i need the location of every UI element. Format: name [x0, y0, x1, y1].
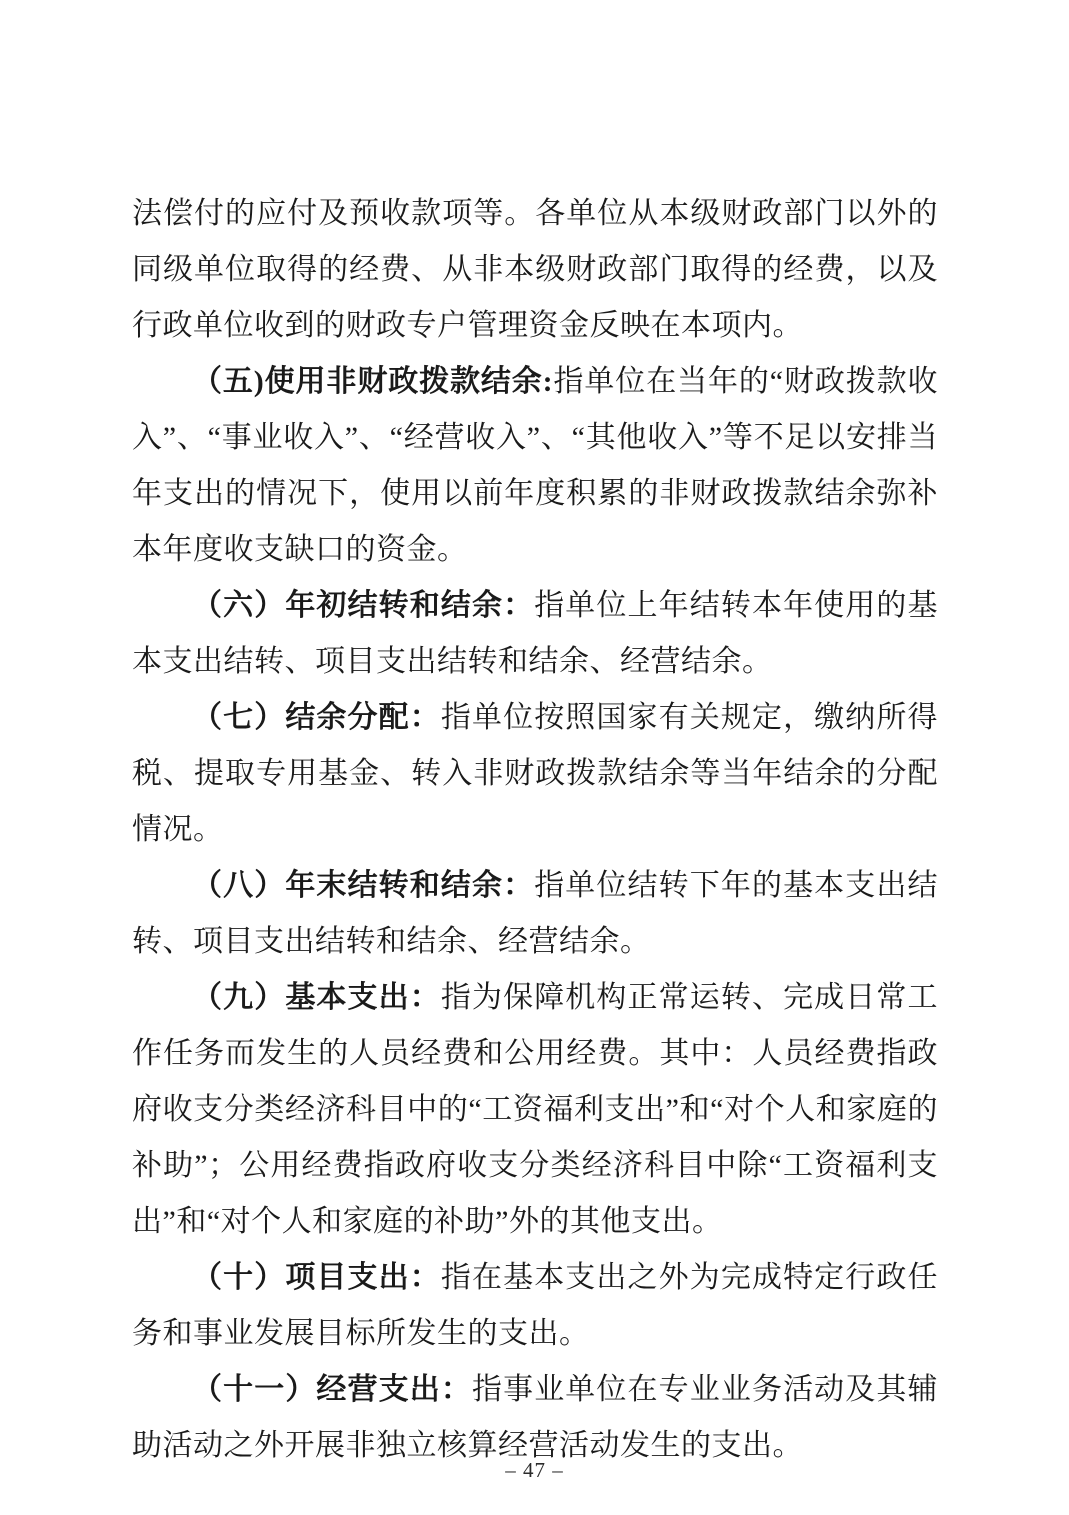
paragraph-item-8	[132, 858, 938, 970]
paragraph-body: 指为保障机构正常运转、完成日常工作任务而发生的人员经费和公用经费。其中：人员经费指政府收支分类经济科目中的“工资福利支出”和“对个人和家庭的补助”；公用经费指政府收支分类经济科目中除“工资福利支出”和“对个人和家庭的补助”外的其他支出。	[132, 981, 939, 1238]
paragraph-item-9	[132, 970, 938, 1250]
page-number: – 47 –	[505, 1458, 564, 1482]
paragraph-item-7	[132, 690, 938, 858]
paragraph-lead: （十）项目支出：	[192, 1261, 441, 1294]
paragraph-continuation	[132, 186, 938, 354]
paragraph-item-10	[132, 1250, 938, 1362]
paragraph-body: 指事业单位在专业业务活动及其辅助活动之外开展非独立核算经营活动发生的支出。	[132, 1373, 939, 1462]
paragraph-body: 指单位在当年的“财政拨款收入”、“事业收入”、“经营收入”、“其他收入”等不足以安排当年支出的情况下，使用以前年度积累的非财政拨款结余弥补本年度收支缺口的资金。	[132, 365, 938, 566]
paragraph-lead: （七）结余分配：	[192, 701, 441, 734]
paragraph-body: 法偿付的应付及预收款项等。各单位从本级财政部门以外的同级单位取得的经费、从非本级财政部门取得的经费，以及行政单位收到的财政专户管理资金反映在本项内。	[132, 197, 938, 342]
paragraph-item-6	[132, 578, 938, 690]
document-body	[132, 186, 938, 1474]
paragraph-lead: （五)使用非财政拨款结余:	[192, 365, 554, 398]
paragraph-body: 指单位结转下年的基本支出结转、项目支出结转和结余、经营结余。	[132, 869, 939, 958]
paragraph-lead: （九）基本支出：	[192, 981, 441, 1014]
paragraph-lead: （八）年末结转和结余：	[192, 869, 535, 902]
paragraph-body: 指在基本支出之外为完成特定行政任务和事业发展目标所发生的支出。	[132, 1261, 939, 1350]
paragraph-body: 指单位按照国家有关规定，缴纳所得税、提取专用基金、转入非财政拨款结余等当年结余的分配情况。	[132, 701, 939, 846]
paragraph-item-5	[132, 354, 938, 578]
paragraph-lead: （六）年初结转和结余：	[192, 589, 535, 622]
paragraph-body: 指单位上年结转本年使用的基本支出结转、项目支出结转和结余、经营结余。	[132, 589, 939, 678]
paragraph-lead: （十一）经营支出：	[192, 1373, 472, 1406]
